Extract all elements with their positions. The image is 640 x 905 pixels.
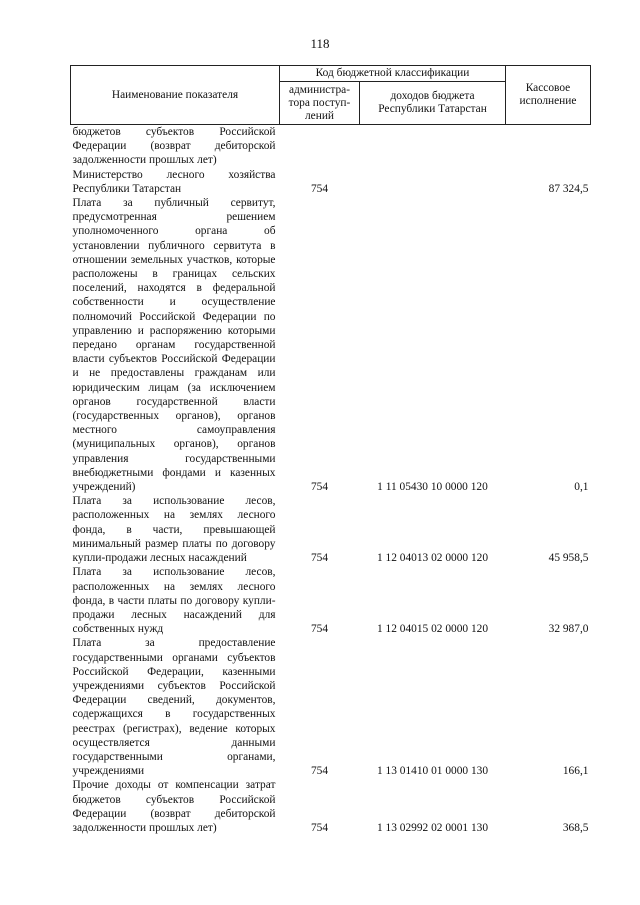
row-value: 87 324,5 xyxy=(548,182,589,195)
row-code: 1 13 01410 01 0000 130 xyxy=(376,765,489,778)
row-admin: 754 xyxy=(310,623,329,636)
row-admin: 754 xyxy=(310,182,329,195)
row-value: 368,5 xyxy=(562,821,589,834)
row-name: Министерство лесного хозяйства Республики Татарстан xyxy=(72,168,276,195)
header-admin: администра-тора поступ-лений xyxy=(280,82,360,125)
row-value: 0,1 xyxy=(574,481,589,494)
row-admin: 754 xyxy=(310,552,329,565)
table-row xyxy=(71,196,591,494)
header-execution: Кассовое исполнение xyxy=(506,66,591,125)
table-row xyxy=(71,636,591,778)
row-name: Плата за предоставление государственными органами субъектов Российской Федерации, казенными учреждениями субъектов Российской Федерации сведений, документов, содержащихся в государственных реестрах (регистрах), ведение которых осуществляется данными государственными органами, учреждениями xyxy=(72,637,276,778)
row-name: Плата за публичный сервитут, предусмотренная решением уполномоченного органа об установлении публичного сервитута в отношении земельных участков, которые расположены в границах сельских поселений, находятся в федеральной собственности и осуществление полномочий Российской Федерации по управлению и распоряжению которыми передано органам государственной власти субъектов Российской Федерации и не предоставлены гражданам или юридическим лицам (за исключением органов государственной власти (государственных органов), органов местного самоуправления (муниципальных органов), органов управления государственными внебюджетными фондами и казенных учреждений) xyxy=(72,197,276,494)
row-code xyxy=(360,125,506,168)
table-row xyxy=(71,168,591,196)
row-name: бюджетов субъектов Российской Федерации (возврат дебиторской задолженности прошлых лет) xyxy=(72,126,276,167)
table-row xyxy=(71,494,591,565)
header-revenue: доходов бюджета Республики Татарстан xyxy=(360,82,506,125)
row-value: 166,1 xyxy=(562,765,589,778)
row-code: 1 13 02992 02 0001 130 xyxy=(376,821,489,834)
row-admin: 754 xyxy=(310,765,329,778)
table-body xyxy=(71,125,591,836)
header-name: Наименование показателя xyxy=(71,66,280,125)
table-row xyxy=(71,125,591,168)
table-row xyxy=(71,565,591,636)
row-code: 1 12 04015 02 0000 120 xyxy=(376,623,489,636)
table-header xyxy=(71,66,591,125)
row-name: Прочие доходы от компенсации затрат бюджетов субъектов Российской Федерации (возврат дебиторской задолженности прошлых лет) xyxy=(72,779,276,834)
row-admin xyxy=(280,125,360,168)
row-name: Плата за использование лесов, расположенных на землях лесного фонда, в части, превышающей минимальный размер платы по договору купли-продажи лесных насаждений xyxy=(72,495,276,565)
row-code: 1 11 05430 10 0000 120 xyxy=(377,481,488,494)
row-admin: 754 xyxy=(310,481,329,494)
budget-table xyxy=(70,65,591,835)
row-admin: 754 xyxy=(310,821,329,834)
row-code xyxy=(360,168,506,196)
row-name: Плата за использование лесов, расположенных на землях лесного фонда, в части платы по договору купли-продажи лесных насаждений для собственных нужд xyxy=(72,566,276,636)
row-code: 1 12 04013 02 0000 120 xyxy=(376,552,489,565)
row-value xyxy=(506,125,591,168)
row-value: 45 958,5 xyxy=(548,552,589,565)
table-row xyxy=(71,778,591,835)
row-value: 32 987,0 xyxy=(548,623,589,636)
page-number: 118 xyxy=(310,36,330,51)
header-code-group: Код бюджетной классификации xyxy=(280,66,506,82)
